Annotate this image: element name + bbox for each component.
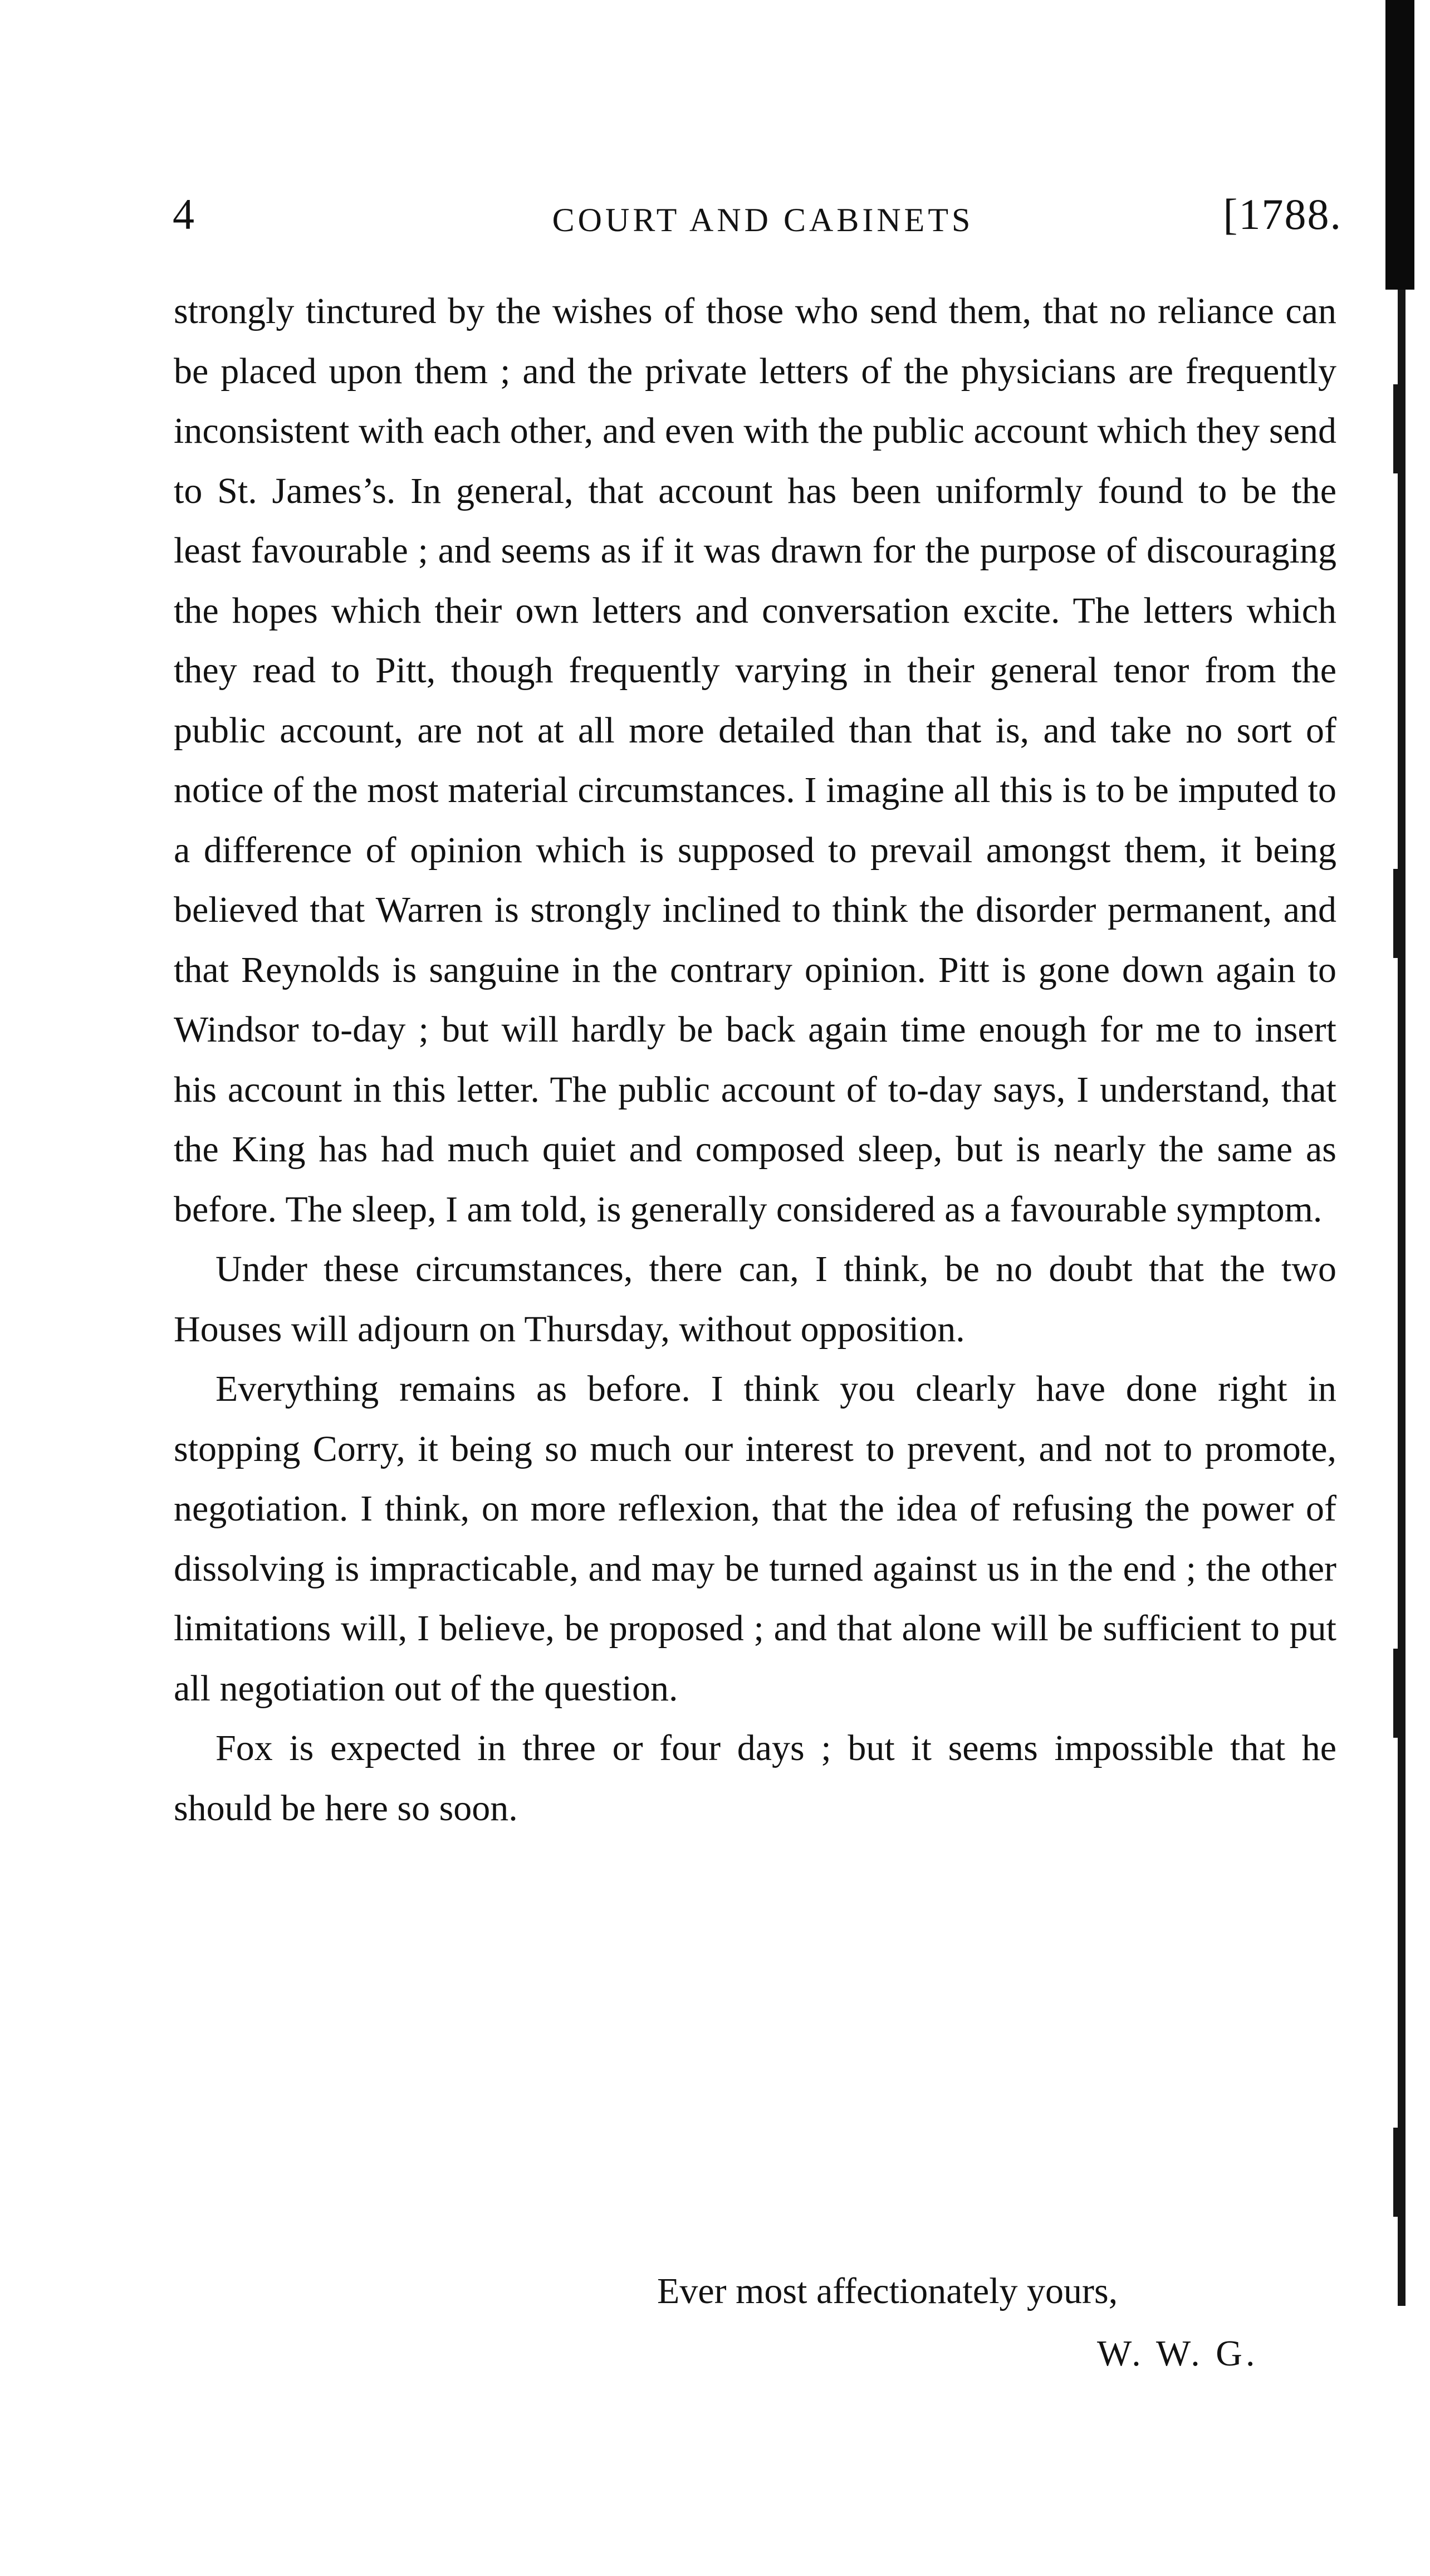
page-edge-line bbox=[1398, 290, 1405, 2306]
paragraph-continued: strongly tinctured by the wishes of those who send them, that no reliance can be placed upon them ; and the private letters of the physicians are frequently inconsistent with each other, and even with the public account which they send to St. James’s. In general, that account has been uniformly found to be the least favourable ; and seems as if it was drawn for the purpose of discouraging the hopes which their own letters and conversation excite. The letters which they read to Pitt, though frequently varying in their general tenor from the public account, are not at all more detailed than that is, and take no sort of notice of the most material circumstances. I imagine all this is to be imputed to a difference of opinion which is supposed to prevail amongst them, it being believed that Warren is strongly inclined to think the disorder permanent, and that Reynolds is sanguine in the contrary opinion. Pitt is gone down again to Windsor to-day ; but will hardly be back again time enough for me to insert his account in this letter. The public account of to-day says, I understand, that the King has had much quiet and composed sleep, but is nearly the same as before. The sleep, I am told, is generally considered as a favourable symptom. bbox=[174, 291, 1336, 1230]
letter-body bbox=[174, 281, 1336, 1838]
running-head bbox=[173, 184, 1342, 245]
signature-initials: W. W. G. bbox=[1097, 2333, 1258, 2374]
page-edge-mark bbox=[1393, 869, 1405, 958]
page-number: 4 bbox=[173, 190, 194, 238]
page-edge-mark bbox=[1393, 1649, 1405, 1738]
paragraph: Everything remains as before. I think you clearly have done right in stopping Corry, it being so much our interest to prevent, and not to promote, negotiation. I think, on more reflexion, that the idea of refusing the power of dissolving is impracticable, and may be turned against us in the end ; the other limitations will, I believe, be proposed ; and that alone will be sufficient to put all negotiation out of the question. bbox=[174, 1368, 1336, 1709]
page-edge-dark-band bbox=[1385, 0, 1414, 290]
paragraph: Under these circumstances, there can, I think, be no doubt that the two Houses will adjourn on Thursday, without opposition. bbox=[174, 1249, 1336, 1350]
valediction: Ever most affectionately yours, bbox=[657, 2271, 1118, 2311]
header-year: [1788. bbox=[1223, 190, 1342, 238]
running-title: COURT AND CABINETS bbox=[552, 202, 974, 238]
paragraph: Fox is expected in three or four days ; but it seems impossible that he should be here so soon. bbox=[174, 1728, 1336, 1829]
page-edge-shadow bbox=[1385, 0, 1430, 2576]
page-edge-mark bbox=[1393, 384, 1405, 473]
page-edge-mark bbox=[1393, 2128, 1405, 2217]
